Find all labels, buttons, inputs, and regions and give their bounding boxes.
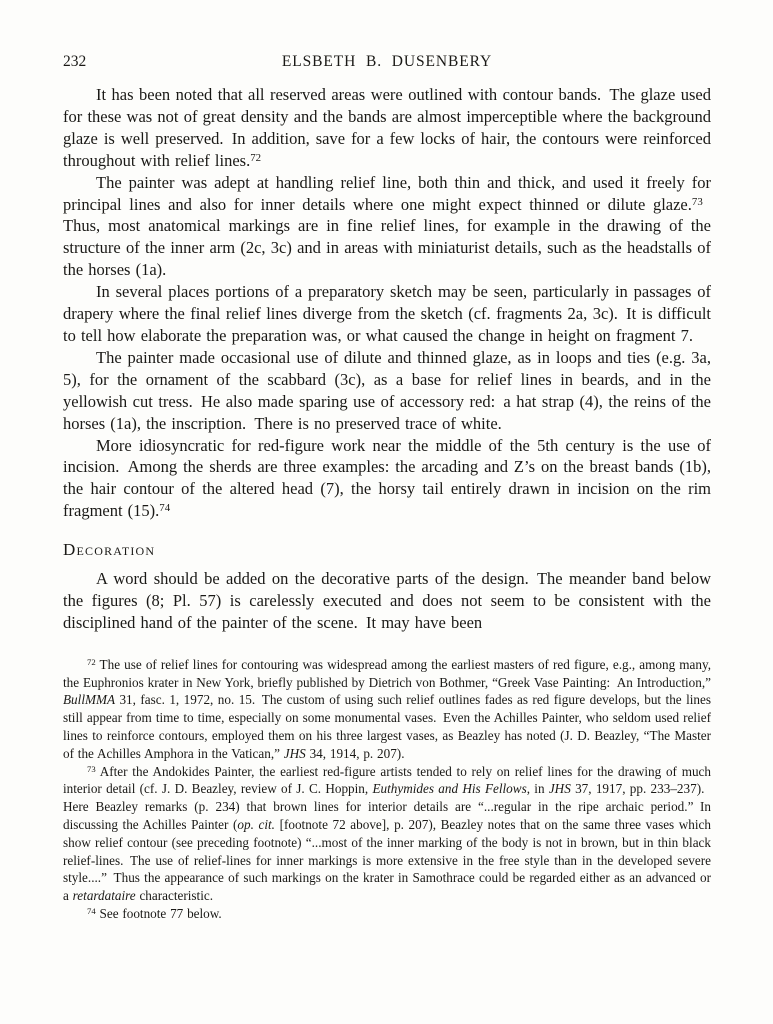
italic-text: op. cit. <box>237 817 275 833</box>
page-header <box>63 52 711 72</box>
superscript-ref: 73 <box>691 195 703 208</box>
body-paragraph <box>63 435 711 523</box>
italic-text: JHS <box>283 745 306 761</box>
text-run: 34, 1914, p. 207). <box>305 745 405 761</box>
text-run: See footnote 77 below. <box>95 906 222 921</box>
body-paragraph <box>63 172 711 282</box>
body-paragraph <box>63 84 711 172</box>
text-run: , in <box>526 781 549 797</box>
italic-text: retardataire <box>72 888 136 904</box>
text-run: More idiosyncratic for red-figure work near the middle of the 5th century is the use of incision. Among the sherds are three examples: the arcading and Z’s on the breast bands (1b), the hair contour of the altered head (7), the horsy tail entirely drawn in incision on the rim fragment (15). <box>63 435 711 521</box>
text-run: It has been noted that all reserved areas were outlined with contour bands. The glaze used for these was not of great density and the bands are almost imperceptible where the background glaze is well preserved. In addition, save for a few locks of hair, the contours were reinforced throughout with relief lines. <box>63 85 711 170</box>
text-run: The painter was adept at handling relief line, both thin and thick, and used it freely for principal lines and also for inner details where one might expect thinned or dilute glaze. <box>63 172 711 214</box>
text-run: characteristic. <box>135 888 214 904</box>
footnotes-block <box>63 656 711 923</box>
text-run: In several places portions of a preparatory sketch may be seen, particularly in passages of drapery where the final relief lines diverge from the sketch (cf. fragments 2a, 3c). It is difficult to tell how elaborate the preparation was, or what caused the change in height on fragment 7. <box>63 282 711 345</box>
text-run: Thus, most anatomical markings are in fine relief lines, for example in the drawing of the structure of the inner arm (2c, 3c) and in areas with miniaturist details, such as the headstalls of the horses (1a). <box>63 194 711 280</box>
text-run: After the Andokides Painter, the earliest red-figure artists tended to rely on relief lines for the drawing of much interior detail (cf. J. D. Beazley, review of J. C. Hoppin, <box>63 763 711 797</box>
page-number: 232 <box>63 53 87 70</box>
text-run: A word should be added on the decorative parts of the design. The meander band below the figures (8; Pl. 57) is carelessly executed and does not seem to be consistent with the disciplined hand of the painter of the scene. It may have been <box>63 569 711 632</box>
body-paragraph <box>63 347 711 435</box>
body-paragraph <box>63 281 711 347</box>
section-heading-decoration: Decoration <box>63 540 156 560</box>
text-run: 31, fasc. 1, 1972, no. 15. The custom of using such relief outlines fades as red figure develops, but the lines still appear from time to time, especially on some monumental vases. Even the Achilles Painter, who seldom used relief lines to reinforce contours, employed them on his three largest vases, as Beazley has noted (J. D. Beazley, “The Master of the Achilles Amphora in the Vatican,” <box>63 692 711 761</box>
running-head-author: ELSBETH B. DUSENBERY <box>281 53 493 70</box>
italic-text: Euthymides and His Fellows <box>372 781 527 797</box>
italic-text: BullMMA <box>63 692 116 708</box>
italic-text: JHS <box>548 781 571 797</box>
footnote-72 <box>63 656 711 763</box>
footnote-73 <box>63 763 711 905</box>
superscript-ref: 74 <box>87 906 96 917</box>
text-run: The painter made occasional use of dilute and thinned glaze, as in loops and ties (e.g. 3a, 5), for the ornament of the scabbard (3c), as a base for relief lines in beards, and in the yellowish cut tress. He also made sparing use of accessory red: a hat strap (4), the reins of the horses (1a), the inscription. There is no preserved trace of white. <box>63 347 711 433</box>
superscript-ref: 72 <box>87 656 96 667</box>
superscript-ref: 73 <box>87 763 96 774</box>
text-run: The use of relief lines for contouring was widespread among the earliest masters of red figure, e.g., among many, the Euphronios krater in New York, briefly published by Dietrich von Bothmer, “Greek Vase Painting: An Introduction,” <box>63 656 711 690</box>
superscript-ref: 72 <box>250 151 262 164</box>
superscript-ref: 74 <box>159 502 171 515</box>
text-run: [footnote 72 above], p. 207), Beazley notes that on the same three vases which show relief contour (see preceding footnote) “...most of the inner marking of the body is not in brown, but in thin black relief-lines. The use of relief-lines for inner markings is more extensive in the free style than in the developed severe style....” Thus the appearance of such markings on the krater in Samothrace could be regarded either as an advanced or a <box>63 817 712 904</box>
section-paragraph <box>63 568 711 634</box>
text-run: 37, 1917, pp. 233–237). Here Beazley remarks (p. 234) that brown lines for interior details are “...regular in the ripe archaic period.” In discussing the Achilles Painter ( <box>63 781 711 833</box>
main-text-block <box>63 84 711 923</box>
footnote-74 <box>63 905 711 923</box>
